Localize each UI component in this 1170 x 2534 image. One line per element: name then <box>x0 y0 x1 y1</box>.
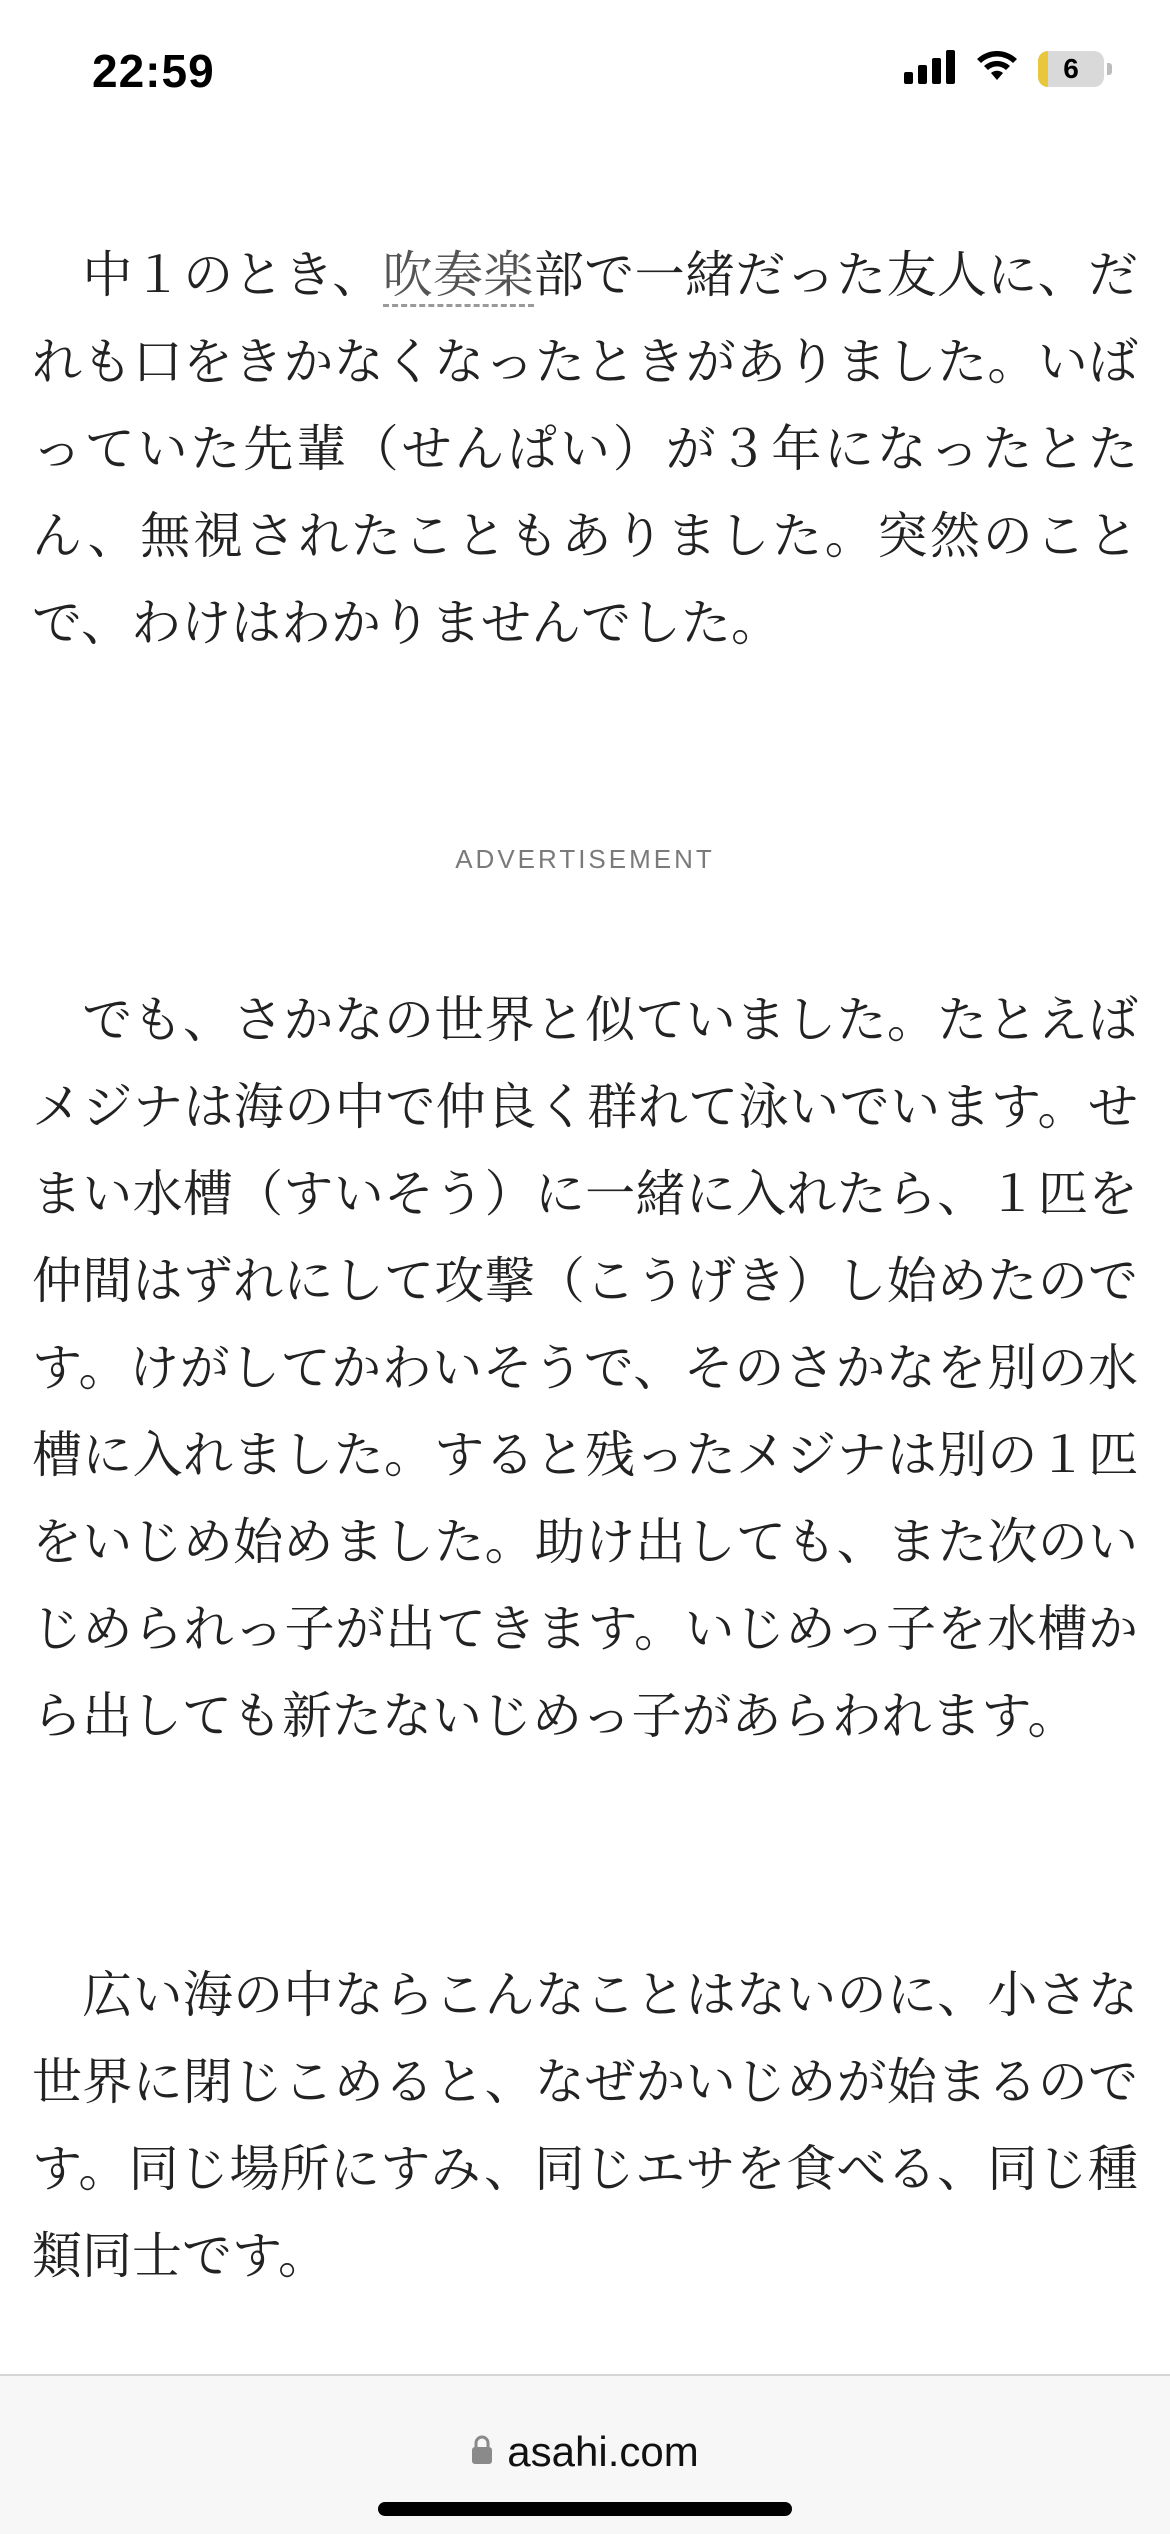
article-paragraph <box>32 1952 1138 2300</box>
battery-icon <box>1038 51 1104 87</box>
cellular-signal-icon <box>904 50 956 88</box>
article-paragraph <box>32 977 1138 1760</box>
article-paragraph <box>32 232 1138 667</box>
home-indicator[interactable] <box>378 2502 792 2516</box>
address-bar[interactable] <box>0 2428 1170 2476</box>
battery-level: 6 <box>1063 53 1079 84</box>
status-bar <box>0 0 1170 150</box>
status-icons <box>904 50 1112 88</box>
status-time: 22:59 <box>92 45 215 97</box>
url-text: asahi.com <box>507 2428 699 2475</box>
battery-nub <box>1107 63 1112 75</box>
paragraph-text: でも、さかなの世界と似ていました。たとえばメジナは海の中で仲良く群れて泳いでいます。せまい水槽（すいそう）に一緒に入れたら、１匹を仲間はずれにして攻撃（こうげき）し始めたのです。けがしてかわいそうで、そのさかなを別の水槽に入れました。すると残ったメジナは別の１匹をいじめ始めました。助け出しても、また次のいじめられっ子が出てきます。いじめっ子を水槽から出しても新たないじめっ子があらわれます。 <box>32 991 1138 1745</box>
glossary-link[interactable]: 吹奏楽 <box>383 246 534 307</box>
article-body <box>32 232 1139 2285</box>
paragraph-text: 部で一緒だった友人に、だれも口をきかなくなったときがありました。いばっていた先輩（せんぱい）が３年になったとたん、無視されたこともありました。突然のことで、わけはわかりませんでした。 <box>32 246 1139 652</box>
lock-icon <box>471 2435 493 2469</box>
paragraph-text: 広い海の中ならこんなことはないのに、小さな世界に閉じこめると、なぜかいじめが始まるのです。同じ場所にすみ、同じエサを食べる、同じ種類同士です。 <box>32 1966 1138 2285</box>
advertisement-label: ADVERTISEMENT <box>455 844 715 874</box>
paragraph-text: 中１のとき、 <box>82 246 383 304</box>
browser-toolbar <box>0 2374 1170 2534</box>
wifi-icon <box>974 50 1020 88</box>
